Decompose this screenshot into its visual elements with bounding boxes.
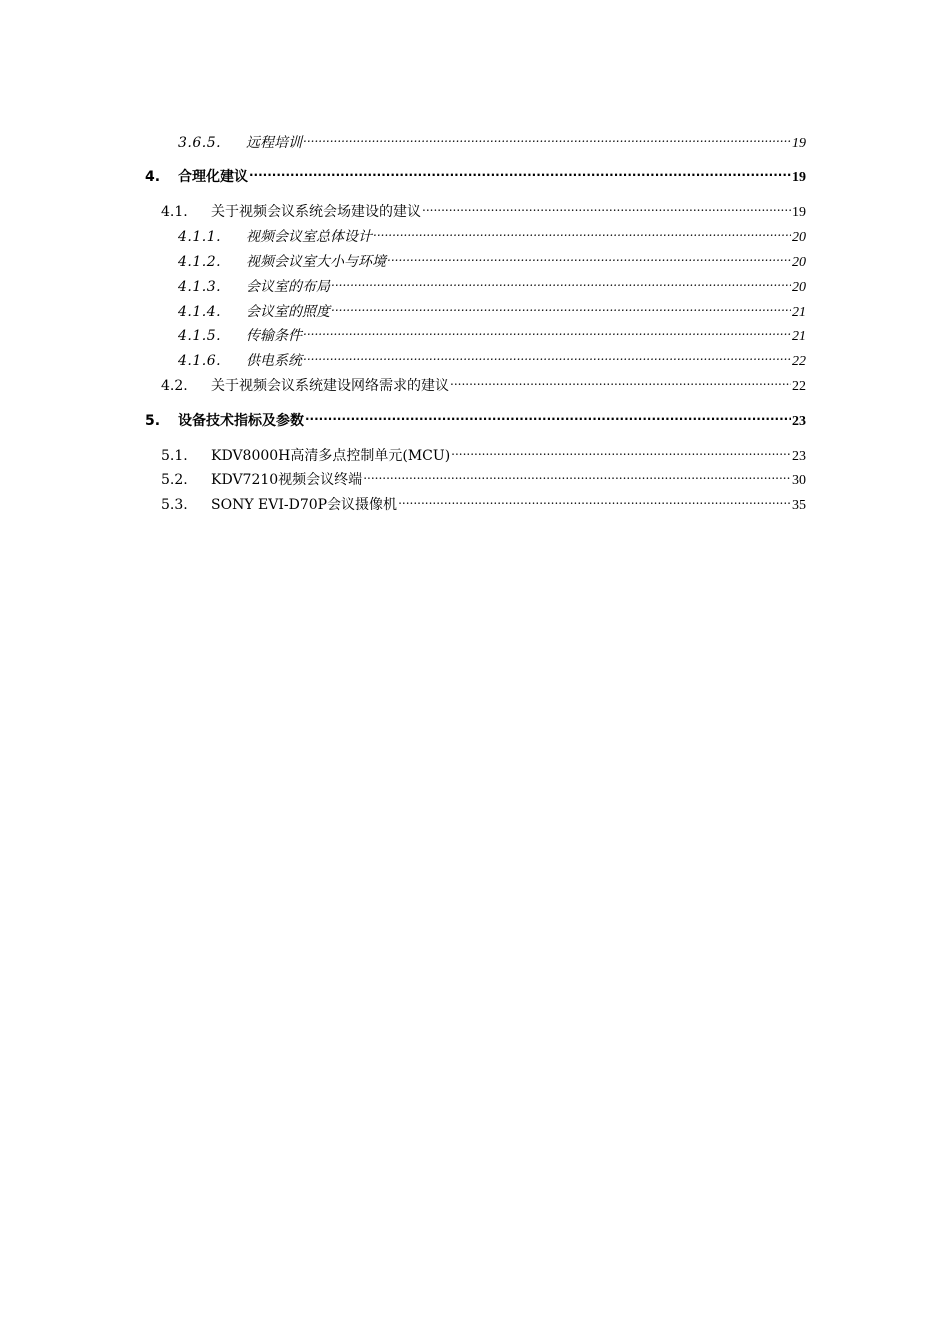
toc-entry[interactable] xyxy=(145,161,806,185)
toc-entry-title: 视频会议室大小与环境 xyxy=(246,254,386,270)
toc-entry-title: 传输条件 xyxy=(246,328,302,344)
toc-entry-title: 关于视频会议系统建设网络需求的建议 xyxy=(211,378,449,394)
toc-entry[interactable] xyxy=(145,405,806,429)
toc-entry-title: 远程培训 xyxy=(246,135,302,151)
toc-entry-page: 30 xyxy=(792,473,806,488)
toc-entry[interactable] xyxy=(178,345,806,369)
dot-leader xyxy=(303,127,791,147)
toc-entry-title: 关于视频会议系统会场建设的建议 xyxy=(211,204,421,220)
dot-leader xyxy=(451,440,791,460)
toc-entry-page: 20 xyxy=(792,255,806,270)
toc-entry-page: 22 xyxy=(792,354,806,369)
toc-entry-title: KDV7210视频会议终端 xyxy=(211,472,363,488)
toc-entry-title: SONY EVI-D70P会议摄像机 xyxy=(211,497,398,513)
toc-entry-number: 5.2. xyxy=(161,472,188,488)
dot-leader xyxy=(373,221,791,241)
toc-entry-number: 4.1.2. xyxy=(178,254,222,270)
dot-leader xyxy=(331,296,791,316)
toc-entry[interactable] xyxy=(161,464,806,488)
toc-entry-number: 5.1. xyxy=(161,448,188,464)
toc-entry-page: 19 xyxy=(792,136,806,151)
toc-entry-number: 4. xyxy=(145,169,161,185)
toc-entry-page: 21 xyxy=(792,305,806,320)
toc-entry[interactable] xyxy=(178,296,806,320)
toc-entry[interactable] xyxy=(178,221,806,245)
toc-entry[interactable] xyxy=(161,489,806,513)
dot-leader xyxy=(422,196,791,216)
toc-entry[interactable] xyxy=(161,440,806,464)
dot-leader xyxy=(363,464,791,484)
dot-leader xyxy=(387,246,791,266)
toc-entry-number: 4.2. xyxy=(161,378,188,394)
dot-leader xyxy=(398,489,791,509)
toc-entry-page: 21 xyxy=(792,329,806,344)
toc-entry-page: 35 xyxy=(792,498,806,513)
toc-entry[interactable] xyxy=(178,271,806,295)
toc-entry[interactable] xyxy=(161,370,806,394)
toc-entry-page: 23 xyxy=(792,449,806,464)
toc-entry-title: 设备技术指标及参数 xyxy=(178,413,304,429)
dot-leader xyxy=(303,320,791,340)
toc-entry-page: 20 xyxy=(792,230,806,245)
toc-entry-number: 4.1.5. xyxy=(178,328,222,344)
toc-entry-number: 4.1.1. xyxy=(178,229,222,245)
toc-entry-page: 19 xyxy=(792,170,806,185)
toc-entry-title: 视频会议室总体设计 xyxy=(246,229,372,245)
toc-entry-title: 会议室的布局 xyxy=(246,279,330,295)
toc-entry-number: 5.3. xyxy=(161,497,188,513)
toc-entry-number: 4.1.3. xyxy=(178,279,222,295)
toc-entry-title: 会议室的照度 xyxy=(246,304,330,320)
dot-leader xyxy=(249,161,791,181)
toc-entry-number: 4.1.4. xyxy=(178,304,222,320)
dot-leader xyxy=(450,370,791,390)
dot-leader xyxy=(303,345,791,365)
toc-entry[interactable] xyxy=(178,320,806,344)
toc-entry-number: 4.1.6. xyxy=(178,353,222,369)
toc-entry-page: 19 xyxy=(792,205,806,220)
dot-leader xyxy=(305,405,791,425)
toc-entry-number: 4.1. xyxy=(161,204,188,220)
toc-entry-page: 23 xyxy=(792,414,806,429)
toc-entry[interactable] xyxy=(161,196,806,220)
dot-leader xyxy=(331,271,791,291)
toc-entry-title: KDV8000H高清多点控制单元(MCU) xyxy=(211,448,451,464)
toc-entry[interactable] xyxy=(178,127,806,151)
toc-entry-title: 供电系统 xyxy=(246,353,302,369)
toc-entry-title: 合理化建议 xyxy=(178,169,248,185)
toc-entry-number: 5. xyxy=(145,413,161,429)
toc-entry-number: 3.6.5. xyxy=(178,135,222,151)
toc-entry-page: 22 xyxy=(792,379,806,394)
toc-entry-page: 20 xyxy=(792,280,806,295)
toc-entry[interactable] xyxy=(178,246,806,270)
